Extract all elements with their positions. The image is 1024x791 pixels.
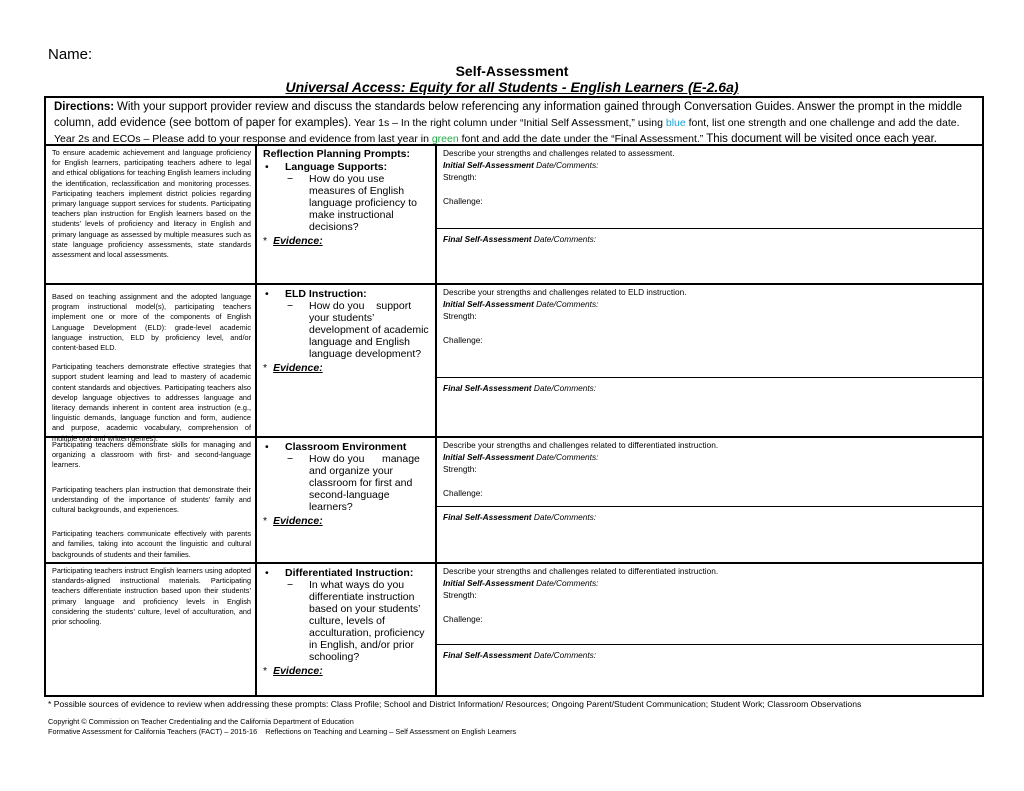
dash-marker: − [287, 300, 294, 312]
initial-label: Initial Self-Assessment [443, 578, 534, 588]
evidence-label: Evidence: [273, 362, 323, 374]
divider [437, 644, 982, 645]
final-suffix: Date/Comments: [533, 234, 597, 244]
evidence-star: * [263, 665, 268, 677]
formative-line: Formative Assessment for California Teachers (FACT) – 2015-16 Reflections on Teaching and Learning – Self Assessment on English Learners [48, 727, 517, 736]
assessment-table [44, 96, 984, 697]
self-assessment-cell [437, 438, 982, 562]
final-suffix: Date/Comments: [533, 650, 597, 660]
describe-text: Describe your strengths and challenges related to differentiated instruction. [443, 440, 719, 450]
directions-text-4: font and add the date under the “Final Assessment.” [461, 133, 704, 145]
table-row [46, 562, 982, 695]
copyright-block [48, 717, 516, 737]
directions-text-1: With your support provider review and discuss the standards below referencing any information gained through Conversation Guides. Answer the prompt in the middle column, add evidence (see bottom of paper for examples). [54, 101, 963, 129]
question-text: How do you use measures of English language proficiency to make instructional decisions? [309, 173, 417, 233]
initial-suffix: Date/Comments: [536, 452, 599, 462]
directions-label: Directions: [54, 101, 115, 113]
directions-text-3: font, list one strength and one challenge and add the date. Year 2s and ECOs – Please add to your response and evidence from last year in [54, 117, 960, 145]
dash-marker: − [287, 453, 294, 465]
copyright-line: Copyright © Commission on Teacher Credentialing and the California Department of Education [48, 717, 354, 726]
name-label: Name: [48, 46, 93, 63]
standard-text: Participating teachers plan instruction that demonstrate their understanding of the importance of students’ family and cultural backgrounds, and experiences. [52, 484, 251, 515]
final-suffix: Date/Comments: [533, 512, 597, 522]
evidence-label: Evidence: [273, 235, 323, 247]
evidence-label: Evidence: [273, 665, 323, 677]
prompt-bullet: • ELD Instruction: [263, 288, 431, 300]
initial-label: Initial Self-Assessment [443, 160, 534, 170]
directions-text-5: This document will be visited once each year. [706, 133, 937, 145]
directions-green-word: green [431, 133, 459, 145]
self-assessment-cell [437, 564, 982, 695]
evidence-star: * [263, 235, 268, 247]
question-text: How do you manage and organize your classroom for first and second-language learners? [309, 453, 423, 513]
final-label: Final Self-Assessment [443, 383, 532, 393]
standard-cell [46, 564, 257, 695]
divider [437, 506, 982, 507]
evidence-line [263, 235, 431, 247]
evidence-star: * [263, 515, 268, 527]
standard-text: To ensure academic achievement and language proficiency for English learners, participating teachers adhere to legal and ethical obligations for teaching English learners including the identification, reclassification and monitoring processes. Participating teachers implement district policies regarding primary language support services for students. Participating teachers plan instruction for English learners based on the students’ levels of proficiency and literacy in English and primary language as assessed by multiple measures such as state language proficiency assessments, state standards assessment and local assessments. [52, 148, 251, 260]
directions-blue-word: blue [665, 117, 686, 129]
challenge-label: Challenge: [443, 488, 483, 498]
prompt-cell [257, 564, 437, 695]
standard-text: Based on teaching assignment and the adopted language program instructional model(s), participating teachers implement one or more of the components of English Language Development (ELD): grade-level academic language instruction, ELD by proficiency level, and/or content-based ELD. [52, 292, 251, 353]
table-row [46, 436, 982, 562]
evidence-star: * [263, 362, 268, 374]
prompt-bullet: • Classroom Environment [263, 441, 431, 453]
challenge-label: Challenge: [443, 614, 483, 624]
strength-label: Strength: [443, 172, 477, 182]
divider [437, 228, 982, 229]
final-label: Final Self-Assessment [443, 650, 532, 660]
prompt-question [263, 453, 431, 513]
prompt-cell [257, 146, 437, 283]
self-assessment-cell [437, 285, 982, 436]
describe-text: Describe your strengths and challenges related to differentiated instruction. [443, 566, 719, 576]
dash-marker: − [287, 579, 294, 591]
initial-suffix: Date/Comments: [536, 160, 599, 170]
prompts-header: Reflection Planning Prompts: [263, 148, 411, 160]
prompt-question [263, 300, 431, 360]
challenge-label: Challenge: [443, 196, 483, 206]
evidence-label: Evidence: [273, 515, 323, 527]
standard-cell [46, 146, 257, 283]
divider [437, 377, 982, 378]
initial-suffix: Date/Comments: [536, 578, 599, 588]
standard-text: Participating teachers communicate effectively with parents and families, taking into account the linguistic and cultural backgrounds of students and their families. [52, 529, 251, 559]
prompt-question [263, 173, 431, 233]
evidence-line [263, 665, 431, 677]
directions-text-2: Year 1s – In the right column under “Initial Self Assessment,” using [353, 117, 663, 129]
standard-cell [46, 438, 257, 562]
describe-text: Describe your strengths and challenges related to assessment. [443, 148, 675, 158]
prompt-question [263, 579, 431, 663]
prompt-cell [257, 438, 437, 562]
question-text: How do you support your students’ development of academic language and English language development? [309, 300, 432, 360]
question-text: In what ways do you differentiate instruction based on your students’ culture, levels of acculturation, proficiency in English, and/or prior schooling? [309, 579, 425, 663]
final-suffix: Date/Comments: [533, 383, 597, 393]
evidence-footnote: * Possible sources of evidence to review when addressing these prompts: Class Profile; School and District Information/ Resources; Ongoing Parent/Student Communication; Student Work; Classroom Observations [48, 699, 862, 709]
initial-label: Initial Self-Assessment [443, 452, 534, 462]
evidence-line [263, 362, 431, 374]
prompt-bullet: • Differentiated Instruction: [263, 567, 431, 579]
prompt-bullet: • Language Supports: [263, 161, 431, 173]
initial-suffix: Date/Comments: [536, 299, 599, 309]
standard-text: Participating teachers demonstrate effective strategies that support student learning and lead to mastery of academic content standards and objectives. Participating teachers also develop language objectives to addresses language and literacy demands inherent in content area instruction (e.g., linguistic demands, language function and form, audience and purpose, academic vocabulary, comprehension of multiple oral and written genres). [52, 362, 251, 443]
standard-text: Participating teachers instruct English learners using adopted standards-aligned instructional materials. Participating teachers differentiate instruction based upon their students’ primary language and proficiency levels in English considering the students’ culture, level of acculturation, and prior schooling. [52, 566, 251, 627]
describe-text: Describe your strengths and challenges related to ELD instruction. [443, 287, 687, 297]
strength-label: Strength: [443, 311, 477, 321]
standard-text: Participating teachers demonstrate skills for managing and organizing a classroom with first- and second-language learners. [52, 440, 251, 470]
final-label: Final Self-Assessment [443, 512, 532, 522]
strength-label: Strength: [443, 590, 477, 600]
initial-label: Initial Self-Assessment [443, 299, 534, 309]
directions-box [46, 98, 982, 146]
standard-cell [46, 285, 257, 443]
evidence-line [263, 515, 431, 527]
prompt-cell [257, 285, 437, 436]
strength-label: Strength: [443, 464, 477, 474]
self-assessment-cell [437, 146, 982, 283]
page-title: Self-Assessment [455, 63, 569, 79]
table-row [46, 146, 982, 283]
final-label: Final Self-Assessment [443, 234, 532, 244]
dash-marker: − [287, 173, 294, 185]
page-subtitle: Universal Access: Equity for all Students - English Learners (E-2.6a) [285, 79, 739, 95]
challenge-label: Challenge: [443, 335, 483, 345]
table-row [46, 283, 982, 443]
